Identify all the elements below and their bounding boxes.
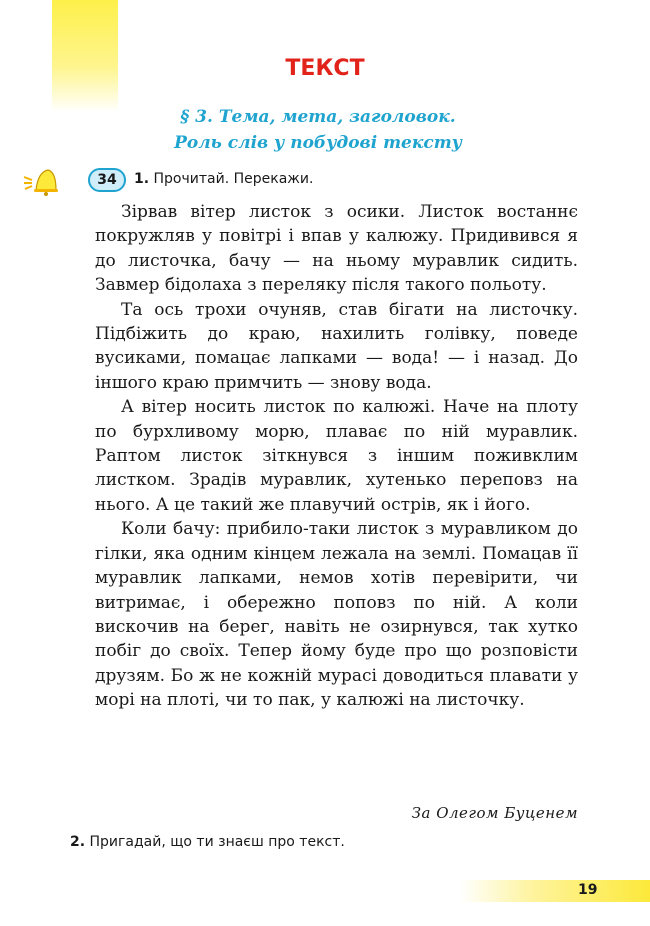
story-paragraph-2: Та ось трохи очуняв, став бігати на листочку. Підбіжить до краю, нахилить голівку, поведе вусиками, помацає лапками — вода! — і назад. До іншого краю примчить — знову вода. — [95, 299, 578, 393]
topic-line-1: § 3. Тема, мета, заголовок. — [180, 107, 456, 127]
story-paragraph-3: А вітер носить листок по калюжі. Наче на плоту по бурхливому морю, плаває по ній муравлик. Раптом листок зіткнувся з іншим поживклим листком. Зрадів муравлик, хутенько переповз на нього. А це такий же плавучий острів, як і його. — [95, 397, 578, 515]
page-number-bar — [460, 880, 650, 902]
task-1-number: 1. — [134, 171, 150, 187]
bell-icon — [22, 166, 62, 196]
topic-heading — [118, 104, 518, 156]
exercise-number-badge: 34 — [88, 168, 126, 192]
topic-line-2: Роль слів у побудові тексту — [174, 133, 462, 153]
task-1-text: Прочитай. Перекажи. — [153, 171, 314, 187]
task-1-instruction — [134, 171, 313, 187]
task-2-instruction — [70, 834, 345, 850]
story-paragraph-4: Коли бачу: прибило-таки листок з муравликом до гілки, яка одним кінцем лежала на землі. Помацав її муравлик лапками, немов хотів перевірити, чи витримає, і обережно поповз по ній. А коли вискочив на берег, навіть не озирнувся, так хутко побіг до своїх. Тепер йому буде про що розповісти друзям. Бо ж не кожній мурасі доводиться плавати у морі на плоті, чи то пак, у калюжі на листочку. — [95, 519, 578, 711]
page-number: 19 — [578, 882, 598, 898]
story-text — [95, 200, 578, 713]
section-title: ТЕКСТ — [285, 56, 365, 81]
exercise-task-row — [22, 166, 622, 196]
task-2-number: 2. — [70, 834, 86, 850]
story-paragraph-1: Зірвав вітер листок з осики. Листок востаннє покружляв у повітрі і впав у калюжу. Придивився я до листочка, бачу — на ньому муравлик сидить. Завмер бідолаха з переляку після такого польоту. — [95, 202, 578, 296]
task-2-text: Пригадай, що ти знаєш про текст. — [89, 834, 345, 850]
story-author: За Олегом Буценем — [411, 804, 578, 822]
